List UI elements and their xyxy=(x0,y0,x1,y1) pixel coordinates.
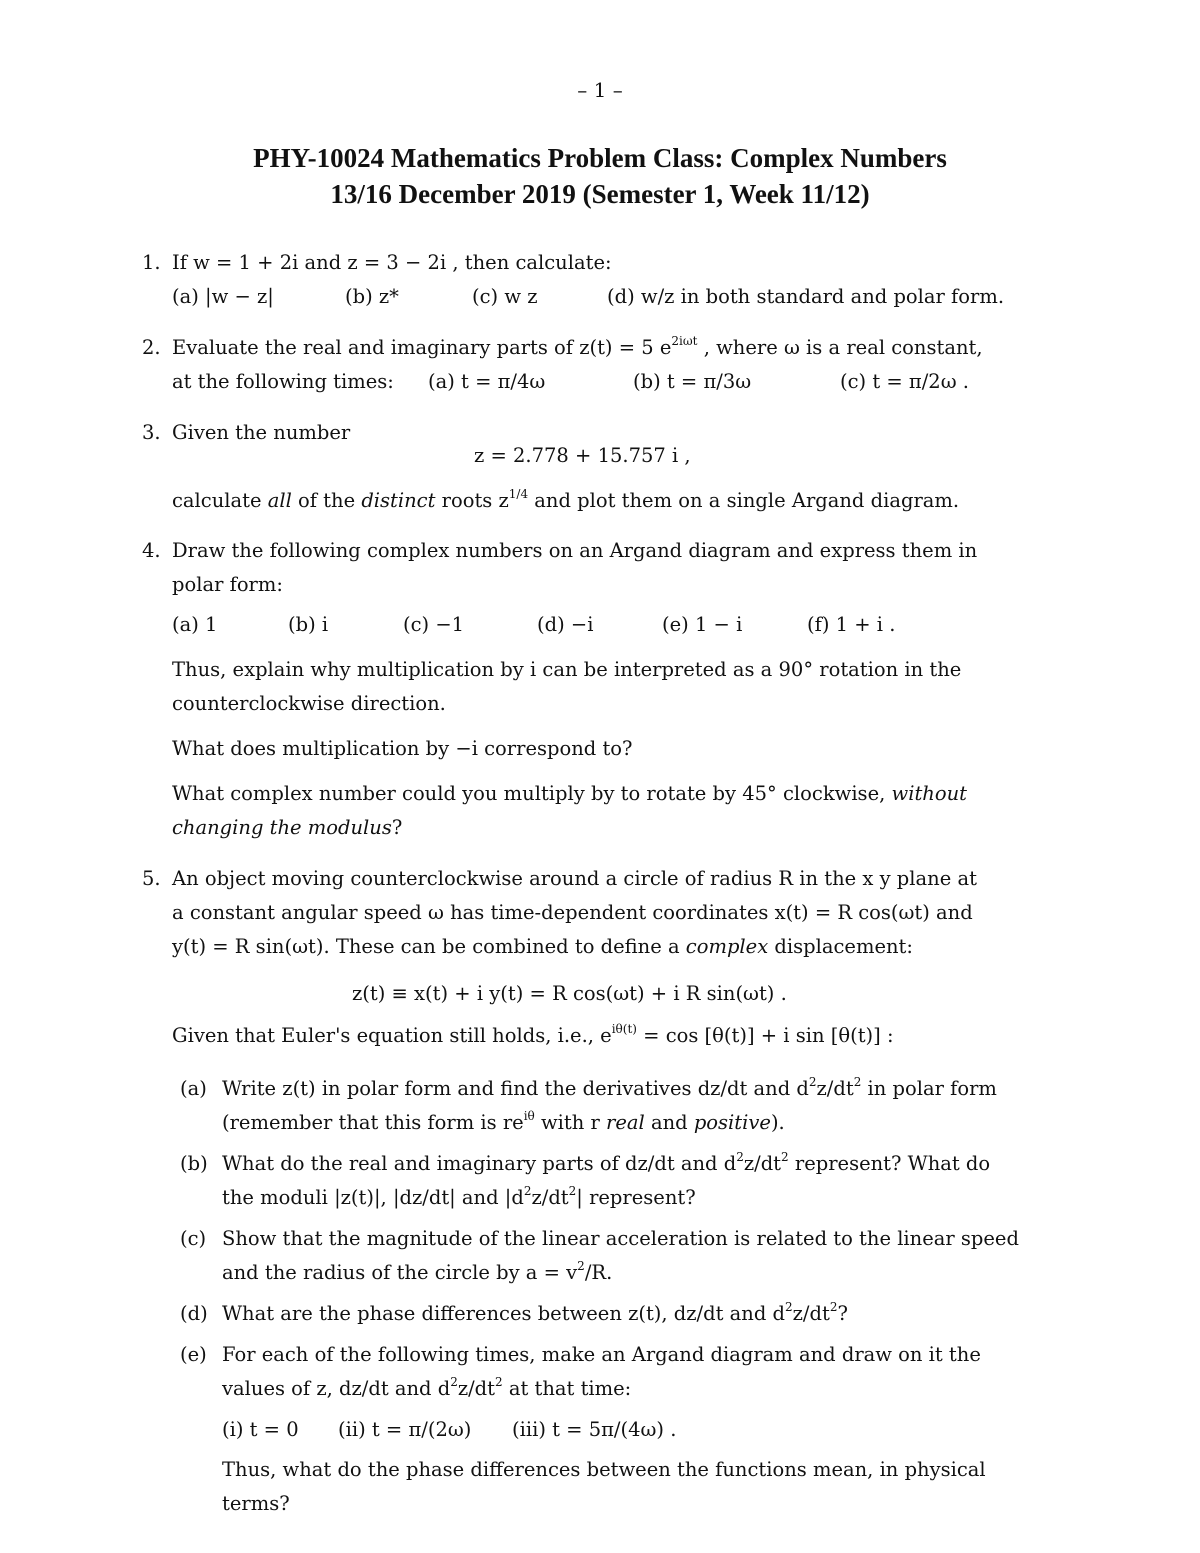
question-text: counterclockwise direction. xyxy=(172,692,446,715)
title-line-1: PHY-10024 Mathematics Problem Class: Complex Numbers xyxy=(253,143,947,173)
equation: z = 2.778 + 15.757 i , xyxy=(474,444,691,467)
emphasis: all xyxy=(267,489,292,512)
text-segment: y(t) = R sin(ωt). These can be combined to define a xyxy=(172,935,680,958)
text-segment: z/dt xyxy=(743,1152,782,1175)
time-i: (i) t = 0 xyxy=(222,1418,299,1441)
exponent: 2 xyxy=(781,1150,789,1164)
text-segment: calculate xyxy=(172,489,262,512)
question-text: What does multiplication by −i correspond to? xyxy=(172,737,633,760)
page-number: – 1 – xyxy=(577,78,623,102)
emphasis: positive xyxy=(693,1111,771,1134)
question-text: Draw the following complex numbers on an Argand diagram and express them in xyxy=(172,539,978,562)
text-segment: ? xyxy=(837,1302,848,1325)
subpart-text xyxy=(222,1186,696,1209)
text-segment: Evaluate the real and imaginary parts of z(t) = 5 e xyxy=(172,336,672,359)
text-segment: What are the phase differences between z(t), dz/dt and d xyxy=(222,1302,785,1325)
emphasis: distinct xyxy=(361,489,436,512)
exponent: 2 xyxy=(495,1375,503,1389)
exponent: iθ(t) xyxy=(611,1022,637,1036)
text-segment: , where ω is a real constant, xyxy=(697,336,983,359)
emphasis: real xyxy=(606,1111,645,1134)
subpart-text: For each of the following times, make an Argand diagram and draw on it the xyxy=(222,1343,981,1366)
equation: z(t) ≡ x(t) + i y(t) = R cos(ωt) + i R sin(ωt) . xyxy=(352,982,787,1005)
emphasis: complex xyxy=(685,935,769,958)
subpart-text: terms? xyxy=(222,1492,290,1515)
text-segment: z/dt xyxy=(457,1377,496,1400)
time-b: (b) t = π/3ω xyxy=(633,370,752,393)
question-text xyxy=(172,489,959,512)
text-segment: the moduli |z(t)|, |dz/dt| and |d xyxy=(222,1186,524,1209)
subpart-label-e: (e) xyxy=(180,1343,207,1366)
exponent: 2 xyxy=(577,1259,585,1273)
subpart-label-a: (a) xyxy=(180,1077,207,1100)
title-line-2: 13/16 December 2019 (Semester 1, Week 11/12) xyxy=(330,179,870,209)
exponent: 2 xyxy=(450,1375,458,1389)
text-segment: z/dt xyxy=(816,1077,854,1100)
exponent: 2 xyxy=(523,1184,532,1198)
question-text xyxy=(172,1024,894,1047)
text-segment: ). xyxy=(770,1111,785,1134)
exponent: 1/4 xyxy=(508,487,529,501)
part-b: (b) i xyxy=(288,613,329,636)
time-ii: (ii) t = π/(2ω) xyxy=(338,1418,472,1441)
question-text: Given the number xyxy=(172,421,351,444)
text-segment: displacement: xyxy=(774,935,913,958)
text-segment: Write z(t) in polar form and find the derivatives dz/dt and d xyxy=(222,1077,809,1100)
text-segment: /R. xyxy=(584,1261,613,1284)
subpart-text xyxy=(222,1377,631,1400)
exponent: 2iωt xyxy=(671,334,698,348)
text-segment: ? xyxy=(391,816,403,839)
part-a: (a) |w − z| xyxy=(172,285,274,308)
subpart-label-d: (d) xyxy=(180,1302,208,1325)
part-c: (c) w z xyxy=(472,285,538,308)
question-text: Thus, explain why multiplication by i can be interpreted as a 90° rotation in the xyxy=(172,658,962,681)
question-text: An object moving counterclockwise around a circle of radius R in the x y plane at xyxy=(172,867,977,890)
text-segment: z/dt xyxy=(531,1186,569,1209)
part-b: (b) z* xyxy=(345,285,399,308)
exponent: 2 xyxy=(829,1300,838,1314)
text-segment: values of z, dz/dt and d xyxy=(222,1377,451,1400)
part-e: (e) 1 − i xyxy=(662,613,743,636)
text-segment: Given that Euler's equation still holds, i.e., e xyxy=(172,1024,612,1047)
text-segment: = cos [θ(t)] + i sin [θ(t)] : xyxy=(636,1024,894,1047)
text-segment: What complex number could you multiply by to rotate by 45° clockwise, xyxy=(172,782,886,805)
question-number: 4. xyxy=(142,539,161,562)
exponent: 2 xyxy=(808,1075,817,1089)
text-segment: roots z xyxy=(441,489,509,512)
text-segment: in polar form xyxy=(861,1077,997,1100)
text-segment: of the xyxy=(298,489,356,512)
subpart-label-b: (b) xyxy=(180,1152,208,1175)
text-segment: | represent? xyxy=(576,1186,696,1209)
exponent: iθ xyxy=(523,1109,535,1123)
question-number: 1. xyxy=(142,251,161,274)
subpart-label-c: (c) xyxy=(180,1227,207,1250)
question-text xyxy=(172,782,967,805)
question-text xyxy=(172,935,913,958)
text-segment: and the radius of the circle by a = v xyxy=(222,1261,578,1284)
time-a: (a) t = π/4ω xyxy=(428,370,546,393)
subpart-text xyxy=(222,1302,848,1325)
exponent: 2 xyxy=(568,1184,577,1198)
text-segment: z/dt xyxy=(792,1302,830,1325)
question-text xyxy=(172,336,983,359)
subpart-text xyxy=(222,1261,612,1284)
question-text: If w = 1 + 2i and z = 3 − 2i , then calculate: xyxy=(172,251,612,274)
text-segment: What do the real and imaginary parts of dz/dt and d xyxy=(222,1152,737,1175)
text-segment: and xyxy=(650,1111,688,1134)
part-a: (a) 1 xyxy=(172,613,218,636)
text-segment: represent? What do xyxy=(788,1152,991,1175)
exponent: 2 xyxy=(785,1300,793,1314)
subpart-text xyxy=(222,1152,990,1175)
part-d: (d) −i xyxy=(537,613,594,636)
time-c: (c) t = π/2ω . xyxy=(840,370,969,393)
subpart-text: Thus, what do the phase differences between the functions mean, in physical xyxy=(222,1458,986,1481)
question-text xyxy=(172,816,402,839)
emphasis: changing the modulus xyxy=(172,816,392,839)
question-number: 2. xyxy=(142,336,161,359)
question-number: 5. xyxy=(142,867,161,890)
text-segment: at that time: xyxy=(502,1377,632,1400)
part-c: (c) −1 xyxy=(403,613,465,636)
emphasis: without xyxy=(891,782,967,805)
part-f: (f) 1 + i . xyxy=(807,613,896,636)
part-d: (d) w/z in both standard and polar form. xyxy=(607,285,1005,308)
time-iii: (iii) t = 5π/(4ω) . xyxy=(512,1418,677,1441)
subpart-text xyxy=(222,1077,997,1100)
exponent: 2 xyxy=(853,1075,862,1089)
question-text: at the following times: xyxy=(172,370,394,393)
question-text: a constant angular speed ω has time-dependent coordinates x(t) = R cos(ωt) and xyxy=(172,901,973,924)
subpart-text: Show that the magnitude of the linear acceleration is related to the linear speed xyxy=(222,1227,1019,1250)
text-segment: (remember that this form is re xyxy=(222,1111,524,1134)
question-number: 3. xyxy=(142,421,161,444)
subpart-text xyxy=(222,1111,785,1134)
text-segment: with r xyxy=(534,1111,600,1134)
exponent: 2 xyxy=(736,1150,744,1164)
text-segment: and plot them on a single Argand diagram. xyxy=(528,489,960,512)
question-text: polar form: xyxy=(172,573,283,596)
